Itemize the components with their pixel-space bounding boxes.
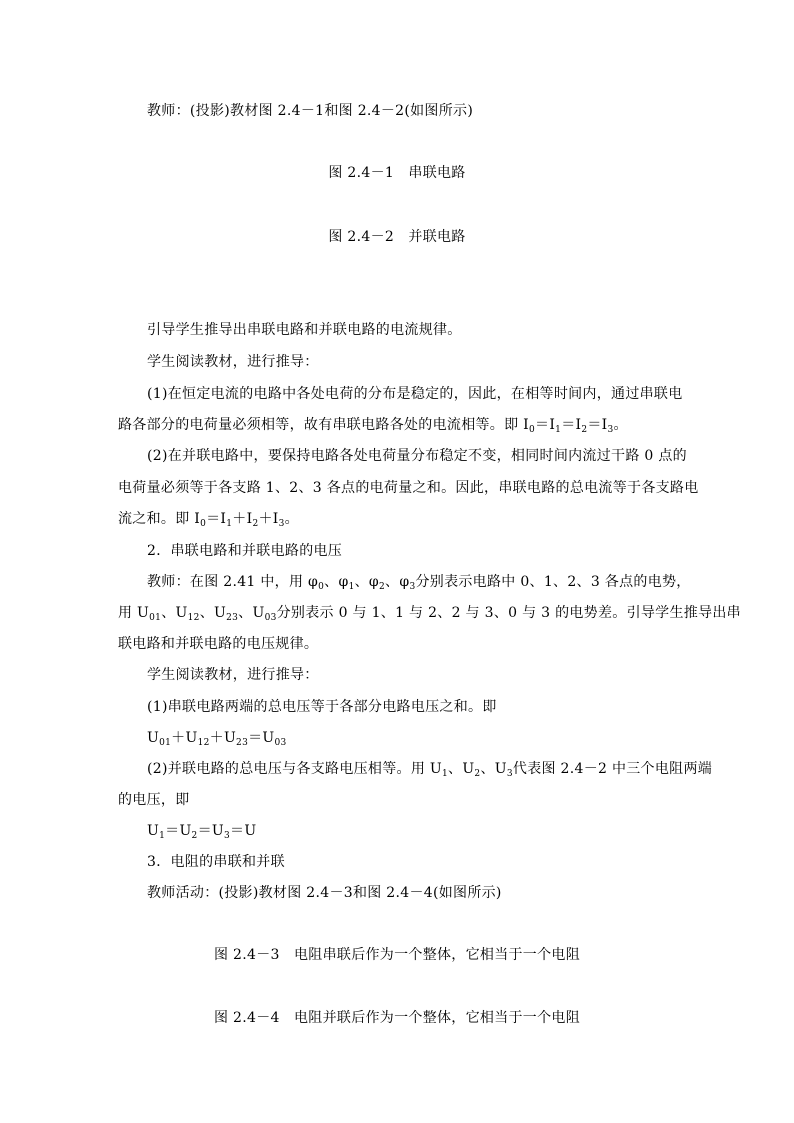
subscript: 2: [379, 582, 386, 592]
text-run: 、φ: [354, 574, 379, 590]
subscript: 1: [441, 769, 449, 779]
paragraph-parallel-voltage-1: [147, 759, 712, 779]
subscript: 2: [474, 769, 481, 779]
text-run: ＝U: [165, 823, 192, 839]
figure-caption-2-4-3: 图 2.4－3 电阻串联后作为一个整体，它相当于一个电阻: [213, 947, 581, 963]
paragraph-parallel-current-2: 电荷量必须等于各支路 1、2、3 各点的电荷量之和。因此，串联电路的总电流等于各支路电: [118, 480, 699, 496]
text-run: 、U: [480, 761, 507, 777]
subscript: 2: [581, 425, 588, 435]
subscript: 3: [506, 769, 513, 779]
subscript: 3: [223, 831, 231, 841]
paragraph-parallel-current-3: [118, 509, 299, 529]
subscript: 03: [274, 738, 287, 748]
text-run: ＝I: [561, 417, 582, 433]
subscript: 1: [159, 831, 166, 841]
text-run: 路各部分的电荷量必须相等，故有串联电路各处的电流相等。即 I: [118, 417, 529, 433]
figure-caption-2-4-2: 图 2.4－2 并联电路: [328, 229, 466, 245]
paragraph-teacher-projection: 教师：(投影)教材图 2.4－1和图 2.4－2(如图所示): [147, 103, 474, 119]
subscript: 2: [252, 519, 259, 529]
paragraph-teacher-potential-1: [147, 572, 691, 592]
text-run: ＝U: [197, 823, 224, 839]
subscript: 12: [197, 738, 210, 748]
paragraph-series-voltage: (1)串联电路两端的总电压等于各部分电路电压之和。即: [147, 699, 497, 715]
paragraph-guide-current: 引导学生推导出串联电路和并联电路的电流规律。: [147, 322, 462, 338]
text-run: (2)并联电路的总电压与各支路电压相等。用 U: [147, 761, 442, 777]
text-run: ＝U: [248, 730, 275, 746]
text-run: 、U: [448, 761, 475, 777]
text-run: ＋I: [258, 511, 279, 527]
subscript: 0: [528, 425, 536, 435]
paragraph-teacher-potential-2: [118, 603, 741, 623]
text-run: ＝I: [587, 417, 608, 433]
text-run: 、φ: [385, 574, 410, 590]
text-run: 。: [284, 511, 299, 527]
subscript: 2: [191, 831, 198, 841]
text-run: ＋U: [209, 730, 237, 746]
subscript: 3: [278, 519, 285, 529]
subscript: 3: [607, 425, 614, 435]
subscript: 23: [226, 613, 239, 623]
section-heading-voltage: 2．串联电路和并联电路的电压: [147, 543, 343, 559]
paragraph-series-current-1: (1)在恒定电流的电路中各处电荷的分布是稳定的，因此，在相等时间内，通过串联电: [147, 386, 683, 402]
text-run: 、U: [199, 605, 227, 621]
subscript: 01: [159, 738, 172, 748]
paragraph-student-read-1: 学生阅读教材，进行推导：: [147, 354, 319, 370]
paragraph-parallel-voltage-2: 的电压，即: [118, 792, 190, 808]
text-run: U: [147, 730, 160, 746]
text-run: ＋I: [232, 511, 253, 527]
text-run: 、U: [161, 605, 188, 621]
equation-series-voltage: [147, 728, 287, 748]
subscript: 01: [149, 613, 162, 623]
figure-caption-2-4-1: 图 2.4－1 串联电路: [328, 165, 466, 181]
paragraph-teacher-potential-3: 联电路和并联电路的电压规律。: [118, 636, 319, 652]
text-run: U: [147, 823, 160, 839]
subscript: 03: [264, 613, 277, 623]
text-run: 、φ: [324, 574, 349, 590]
text-run: 代表图 2.4－2 中三个电阻两端: [512, 761, 713, 777]
text-run: 教师：在图 2.41 中，用 φ: [147, 574, 319, 590]
subscript: 3: [409, 582, 416, 592]
text-run: ＝U: [230, 823, 257, 839]
paragraph-series-current-2: [118, 415, 628, 435]
equation-parallel-voltage: [147, 821, 256, 841]
subscript: 1: [226, 519, 233, 529]
section-heading-resistors: 3．电阻的串联和并联: [147, 854, 285, 870]
text-run: ＝I: [206, 511, 227, 527]
text-run: 用 U: [118, 605, 150, 621]
subscript: 0: [200, 519, 207, 529]
paragraph-student-read-2: 学生阅读教材，进行推导：: [147, 667, 319, 683]
subscript: 23: [236, 738, 249, 748]
text-run: 。: [613, 417, 628, 433]
paragraph-parallel-current-1: (2)在并联电路中，要保持电路各处电荷量分布稳定不变，相同时间内流过干路 0 点的: [147, 448, 687, 464]
subscript: 0: [318, 582, 325, 592]
text-run: 分别表示 0 与 1、1 与 2、2 与 3、0 与 3 的电势差。引导学生推导出串: [276, 605, 741, 621]
text-run: ＋U: [171, 730, 198, 746]
text-run: 流之和。即 I: [118, 511, 201, 527]
text-run: ＝I: [535, 417, 556, 433]
text-run: 分别表示电路中 0、1、2、3 各点的电势，: [415, 574, 691, 590]
figure-caption-2-4-4: 图 2.4－4 电阻并联后作为一个整体，它相当于一个电阻: [213, 1010, 581, 1026]
paragraph-teacher-activity: 教师活动：(投影)教材图 2.4－3和图 2.4－4(如图所示): [147, 885, 502, 901]
text-run: 、U: [238, 605, 265, 621]
subscript: 12: [187, 613, 200, 623]
subscript: 1: [348, 582, 355, 592]
subscript: 1: [555, 425, 562, 435]
